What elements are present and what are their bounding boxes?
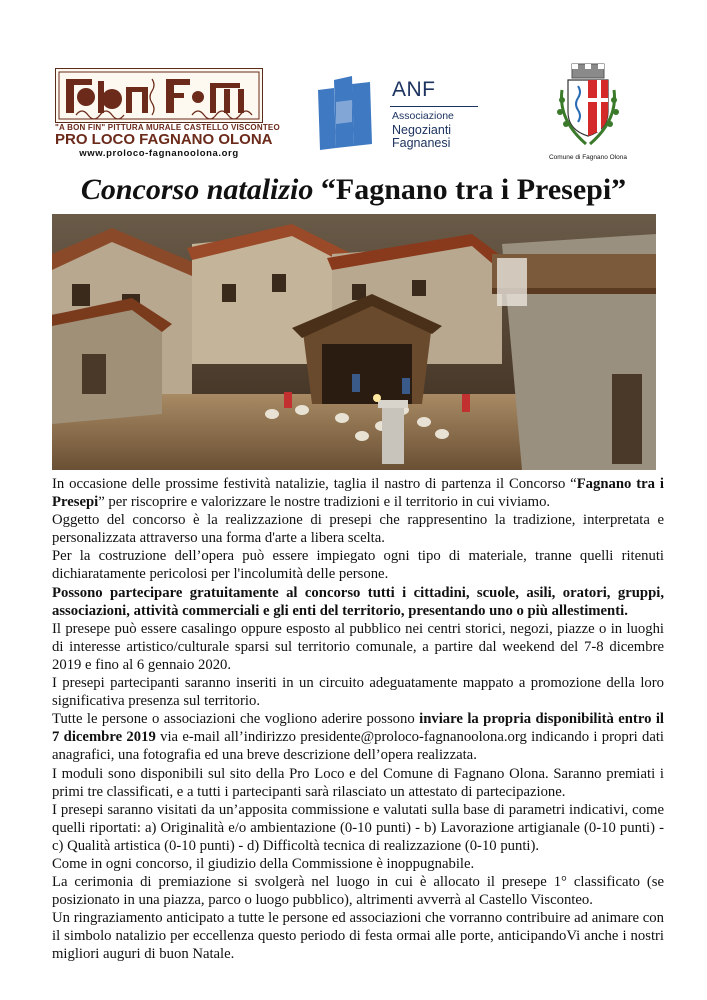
proloco-name: PRO LOCO FAGNANO OLONA	[55, 131, 273, 148]
anf-divider	[390, 106, 478, 107]
paragraph-bold-text: Possono partecipare gratuitamente al concorso tutti i cittadini, scuole, asili, oratori, gruppi, associazioni, attività commerciali e gli enti del territorio, presentando uno o più allestimenti.	[52, 584, 664, 619]
page-title	[0, 172, 707, 208]
anf-subtitle	[392, 110, 454, 151]
body-paragraph	[52, 855, 664, 873]
anf-name: ANF	[392, 78, 436, 101]
announcement-body	[52, 475, 664, 964]
title-quoted: “Fagnano tra i Presepi”	[320, 173, 627, 206]
paragraph-text: Un ringraziamento anticipato a tutte le persone ed associazioni che vorranno contribuire ad animare con il simbolo natalizio per eccellenza questo periodo di festa ormai alle porte, anticipandoVi anche i nostri migliori auguri di buon Natale.	[52, 910, 664, 963]
proloco-tagline: "A BON FIN" PITTURA MURALE CASTELLO VISCONTEO	[55, 123, 280, 132]
proloco-logo	[55, 68, 280, 159]
title-italic: Concorso natalizio	[80, 173, 314, 206]
mural-emblem-icon	[55, 68, 263, 123]
paragraph-text: I presepi partecipanti saranno inseriti in un circuito adeguatamente mappato a promozione della loro significativa presenza sul territorio.	[52, 675, 664, 710]
paragraph-text: Tutte le persone o associazioni che vogliono aderire possono	[52, 711, 420, 728]
paragraph-text: In occasione delle prossime festività natalizie, taglia il nastro di partenza il Concorso “	[52, 476, 577, 492]
body-paragraph	[52, 801, 664, 855]
body-paragraph	[52, 765, 664, 801]
body-paragraph	[52, 584, 664, 620]
body-paragraph	[52, 909, 664, 963]
paragraph-text: ” per riscoprire e valorizzare le nostre tradizioni e il territorio in cui viviamo.	[98, 494, 551, 511]
anf-line3: Fagnanesi	[392, 136, 451, 150]
paragraph-text: I moduli sono disponibili sul sito della Pro Loco e del Comune di Fagnano Olona. Saranno premiati i primi tre classificati, e a tutti i partecipanti sarà rilasciato un attestato di partecipazione.	[52, 765, 664, 800]
nativity-scene-photo	[52, 214, 656, 470]
paragraph-text: Per la costruzione dell’opera può essere impiegato ogni tipo di materiale, tranne quelli ritenuti dichiaratamente pericolosi per l'incolumità delle persone.	[52, 548, 664, 583]
body-paragraph	[52, 674, 664, 710]
paragraph-text: Oggetto del concorso è la realizzazione di presepi che rappresentino la tradizione, interpretata e personalizzata attraverso una forma d'arte a libera scelta.	[52, 512, 664, 547]
paragraph-text: Come in ogni concorso, il giudizio della Commissione è inoppugnabile.	[52, 855, 475, 872]
body-paragraph	[52, 710, 664, 764]
proloco-website: www.proloco-fagnanoolona.org	[79, 148, 239, 159]
coat-of-arms-icon	[548, 60, 628, 152]
comune-logo	[548, 60, 628, 164]
paragraph-text: via e-mail all’indirizzo presidente@proloco-fagnanoolona.org indicando i propri dati anagrafici, una fotografia ed una breve descrizione dell’opera realizzata.	[52, 729, 664, 764]
paragraph-bold-text: inviare la propria disponibilità entro il 7 dicembre 2019	[52, 711, 664, 746]
body-paragraph	[52, 547, 664, 583]
paragraph-bold-text: Fagnano tra i Presepi	[52, 476, 664, 511]
paragraph-text: La cerimonia di premiazione si svolgerà nel luogo in cui è allocato il presepe 1° classificato (se posizionato in una piazza, parco o luogo pubblico), altrimenti avverrà al Castello Visconteo.	[52, 874, 664, 909]
paragraph-text: I presepi saranno visitati da un’apposita commissione e valutati sulla base di parametri indicativi, come quelli riportati: a) Originalità e/o ambientazione (0-10 punti) - b) Lavorazione artigianale (0-10 punti) - c) Qualità artistica (0-10 punti) - d) Difficoltà tecnica di realizzazione (0-10 punti).	[52, 801, 664, 854]
paragraph-text: Il presepe può essere casalingo oppure esposto al pubblico nei centri storici, negozi, piazze o in luoghi di interesse artistico/culturale sparsi sul territorio comunale, a partire dal weekend del 7-8 dicembre 2019 e fino al 6 gennaio 2020.	[52, 620, 664, 673]
anf-logo	[312, 72, 482, 152]
anf-line1: Associazione	[392, 110, 454, 122]
anf-line2: Negozianti	[392, 122, 452, 137]
body-paragraph	[52, 620, 664, 674]
body-paragraph	[52, 873, 664, 909]
comune-label: Comune di Fagnano Olona	[548, 154, 628, 161]
nativity-scene-icon	[52, 214, 656, 470]
body-paragraph	[52, 475, 664, 511]
body-paragraph	[52, 511, 664, 547]
anf-buildings-icon	[312, 72, 384, 152]
